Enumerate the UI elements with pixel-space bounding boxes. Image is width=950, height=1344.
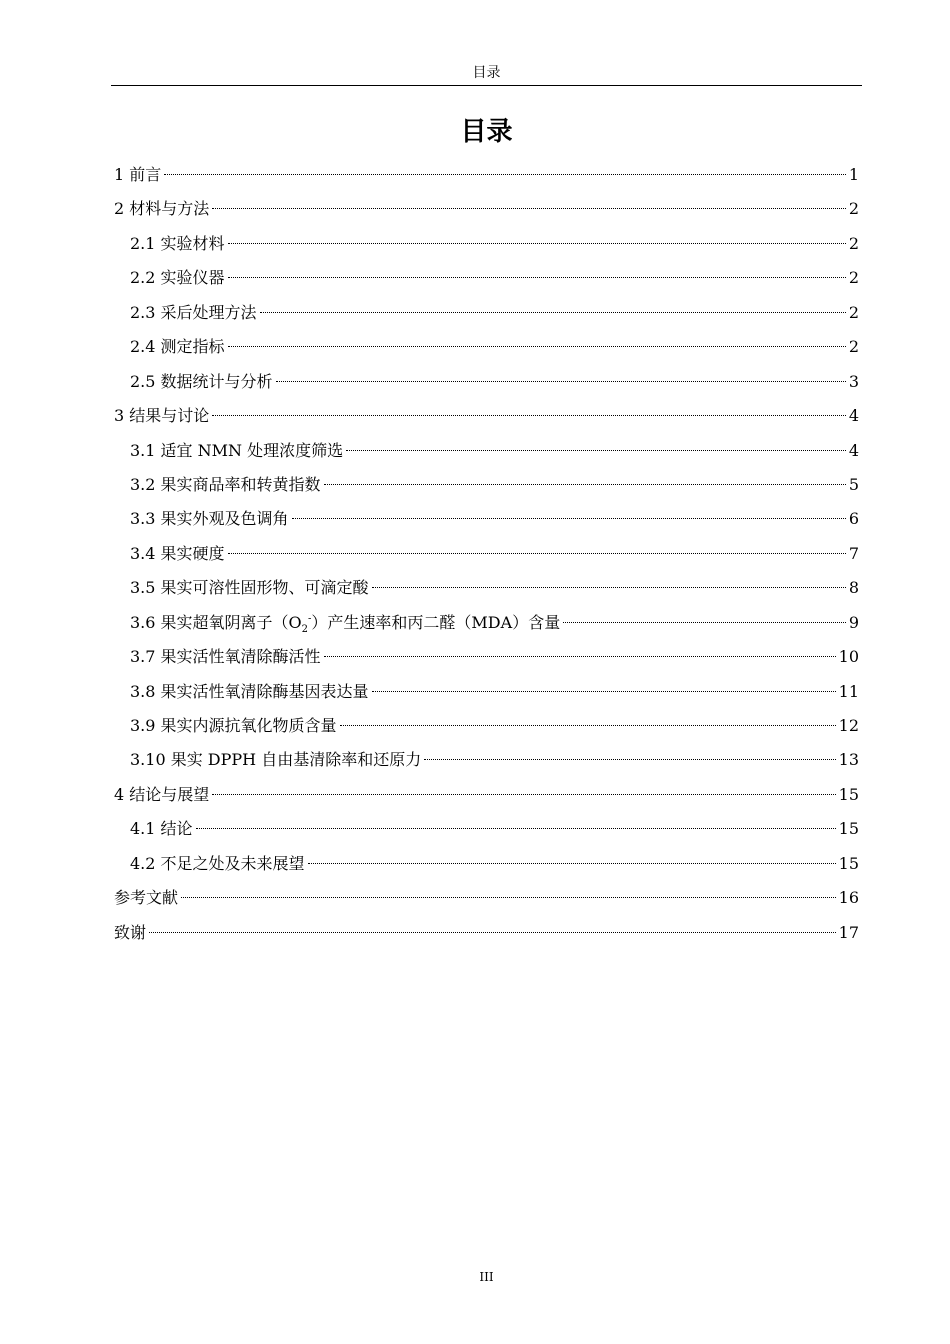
toc-entry-page: 12: [838, 716, 859, 735]
toc-entry-label: 2 材料与方法: [114, 199, 210, 219]
toc-entry[interactable]: [114, 918, 859, 952]
toc-entry-label: 致谢: [114, 922, 147, 942]
dot-leader: [212, 415, 846, 416]
dot-leader: [346, 450, 846, 451]
toc-entry-page: 16: [838, 888, 859, 908]
toc-title: 目录: [460, 117, 513, 147]
toc-entry-page: 5: [848, 474, 859, 494]
dot-leader: [228, 553, 846, 554]
dot-leader: [149, 932, 836, 933]
toc-entry[interactable]: [114, 194, 859, 228]
dot-leader: [228, 243, 846, 244]
toc-entry[interactable]: [114, 332, 859, 366]
dot-leader: [372, 587, 846, 588]
toc-entry[interactable]: [114, 883, 859, 917]
toc-entry[interactable]: [114, 711, 859, 745]
running-header: 目录: [472, 65, 501, 81]
toc-entry[interactable]: [114, 642, 859, 676]
toc-entry-page: 2: [848, 302, 859, 322]
toc-entry-label: 3.5 果实可溶性固形物、可滴定酸: [130, 578, 369, 598]
toc-entry-label-part: 3.6 果实超氧阴离子（O: [130, 612, 302, 632]
toc-entry[interactable]: [114, 780, 859, 814]
toc-entry[interactable]: [114, 263, 859, 297]
toc-entry-page: 11: [838, 681, 859, 701]
toc-entry[interactable]: [114, 160, 859, 194]
toc-entry-page: 4: [848, 440, 859, 460]
toc-entry-label: 4.1 结论: [130, 819, 193, 839]
subscript: 2: [301, 623, 309, 635]
toc-entry-label: 4 结论与展望: [114, 784, 210, 804]
toc-entry[interactable]: [114, 677, 859, 711]
toc-entry-label: 3.1 适宜 NMN 处理浓度筛选: [130, 440, 344, 460]
dot-leader: [372, 691, 836, 692]
toc-entry-page: 2: [848, 268, 859, 288]
toc-entry[interactable]: [114, 573, 859, 607]
toc-entry-page: 2: [848, 233, 859, 253]
toc-entry-label: 2.1 实验材料: [130, 233, 225, 253]
toc-entry[interactable]: [114, 367, 859, 401]
toc-entry-label: 3.4 果实硬度: [130, 543, 225, 563]
toc-entry-page: 3: [848, 371, 859, 391]
toc-entry-label: [130, 610, 560, 636]
toc-entry-label: 2.4 测定指标: [130, 337, 225, 357]
toc-entry[interactable]: [114, 470, 859, 504]
toc-entry-page: 6: [848, 509, 859, 529]
toc-entry-page: 17: [838, 922, 859, 942]
toc-entry-page: 2: [848, 337, 859, 357]
dot-leader: [196, 828, 836, 829]
dot-leader: [212, 794, 835, 795]
dot-leader: [563, 622, 846, 623]
toc-entry-label: 1 前言: [114, 165, 162, 184]
toc-entry[interactable]: [114, 229, 859, 263]
dot-leader: [228, 277, 846, 278]
dot-leader: [340, 725, 836, 726]
dot-leader: [424, 759, 835, 760]
toc-entry[interactable]: [114, 504, 859, 538]
toc-entry[interactable]: [114, 401, 859, 435]
toc-entry-page: 9: [848, 612, 859, 632]
dot-leader: [164, 174, 846, 175]
toc-entry-label: 3.9 果实内源抗氧化物质含量: [130, 716, 337, 735]
toc-entry-label: 2.5 数据统计与分析: [130, 371, 273, 391]
toc-entry-page: 15: [838, 819, 859, 839]
toc-entry-label: 2.2 实验仪器: [130, 268, 225, 288]
toc-entry-page: 10: [838, 647, 859, 667]
page-number: III: [479, 1270, 494, 1284]
dot-leader: [292, 518, 846, 519]
toc-entry-label: 3.7 果实活性氧清除酶活性: [130, 647, 321, 667]
toc-entry-label: 3.2 果实商品率和转黄指数: [130, 474, 321, 494]
toc-entry[interactable]: [114, 745, 859, 779]
toc-entry[interactable]: [114, 849, 859, 883]
toc-entry[interactable]: [114, 608, 859, 642]
toc-entry-label: 2.3 采后处理方法: [130, 302, 257, 322]
toc-entry-label: 3.3 果实外观及色调角: [130, 509, 289, 529]
toc-entry-label: 参考文献: [114, 888, 179, 908]
dot-leader: [228, 346, 846, 347]
dot-leader: [212, 208, 846, 209]
toc-entry-page: 15: [838, 853, 859, 873]
dot-leader: [324, 484, 846, 485]
toc-entry-page: 15: [838, 784, 859, 804]
toc-entry-page: 13: [838, 750, 859, 770]
toc-entry-page: 7: [848, 543, 859, 563]
toc-entry-page: 1: [848, 165, 859, 184]
dot-leader: [260, 312, 846, 313]
toc-entry[interactable]: [114, 298, 859, 332]
toc-entry-label: 4.2 不足之处及未来展望: [130, 853, 305, 873]
toc-entry-label: 3 结果与讨论: [114, 406, 210, 426]
toc-entry[interactable]: [114, 436, 859, 470]
superscript: -: [308, 613, 312, 625]
toc-entry-label-part: ）产生速率和丙二醛（MDA）含量: [311, 612, 561, 632]
toc-entry-page: 8: [848, 578, 859, 598]
dot-leader: [324, 656, 836, 657]
dot-leader: [276, 381, 846, 382]
toc-entry-page: 4: [848, 406, 859, 426]
toc-entry[interactable]: [114, 814, 859, 848]
toc-entry[interactable]: [114, 539, 859, 573]
header-rule: [111, 85, 862, 86]
toc-entry-label: 3.8 果实活性氧清除酶基因表达量: [130, 681, 369, 701]
toc-entry-label: 3.10 果实 DPPH 自由基清除率和还原力: [130, 750, 422, 770]
dot-leader: [181, 897, 836, 898]
toc-list: [114, 160, 859, 952]
dot-leader: [308, 863, 836, 864]
toc-entry-page: 2: [848, 199, 859, 219]
